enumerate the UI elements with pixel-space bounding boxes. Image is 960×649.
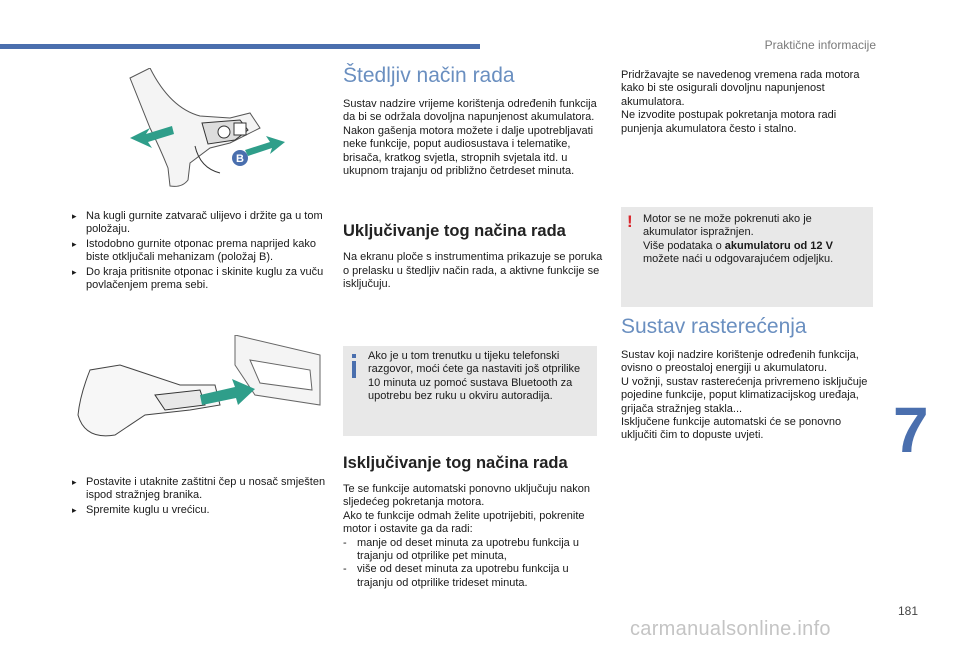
deactivation-text: Te se funkcije automatski ponovno uključuju nakon sljedećeg pokretanja motora. Ako te funkcije odmah želite upotrijebiti, pokrenite motor i ostavite ga da radi: - manje od deset minuta za upotrebu funkcija u trajanju od otprilike pet minuta, - više od deset minuta za upotrebu funkcija u trajanju od otprilike trideset minuta. [343, 483, 603, 590]
chapter-number: 7 [893, 394, 929, 466]
activation-text: Na ekranu ploče s instrumentima prikazuje se poruka o prelasku u štedljiv način rada, a aktivne funkcije se isključuju. [343, 251, 603, 291]
step-item: ▸ Istodobno gurnite otponac prema naprijed kako biste otključali mehanizam (položaj B). [72, 237, 316, 264]
left-steps-top [72, 210, 334, 293]
bullet-icon: ▸ [72, 266, 77, 277]
step-item: ▸ Spremite kuglu u vrećicu. [72, 503, 210, 516]
section-header: Praktične informacije [764, 38, 876, 52]
protective-plug-illustration [70, 335, 325, 445]
position-b-label: B [236, 153, 244, 165]
middle-column [343, 64, 603, 292]
load-shedding-title: Sustav rasterećenja [621, 315, 807, 338]
page-number: 181 [898, 604, 919, 618]
header-accent-bar [0, 44, 480, 49]
load-shedding-text: Sustav koji nadzire korištenje određenih funkcija, ovisno o preostaloj energiji u akumulatoru. U vožnji, sustav rasterećenja privremeno isključuje pojedine funkcije, poput klimatizacijskog uređaja, grijača stražnjeg stakla... Isključene funkcije automatski će se ponovno uključiti čim to dopuste uvjeti. [621, 349, 868, 442]
step-item: ▸ Do kraja pritisnite otponac i skinite kuglu za vuču povlačenjem prema sebi. [72, 265, 324, 292]
bullet-icon: ▸ [72, 211, 77, 221]
deactivation-title: Isključivanje tog načina rada [343, 454, 568, 472]
activation-title: Uključivanje tog načina rada [343, 222, 566, 241]
bullet-icon: ▸ [72, 477, 77, 487]
position-b-badge [232, 150, 248, 166]
warning-icon: ! [627, 212, 633, 231]
economy-mode-intro: Sustav nadzire vrijeme korištenja određenih funkcija da bi se održala dovoljna napunjenost akumulatora. Nakon gašenja motora možete i dalje upotrebljavati neke funkcije, poput audiosustava i telematike, brisača, kratkog svjetla, stropnih svjetala itd. u ukupnom trajanju od približno četrdeset minuta. [343, 98, 597, 178]
bullet-icon: ▸ [72, 504, 77, 515]
warning-box: ! Motor se ne može pokrenuti ako je akumulator ispražnjen. Više podataka o akumulatoru od 12 V možete naći u odgovarajućem odjeljku. [621, 207, 873, 307]
economy-mode-title: Štedljiv način rada [343, 64, 515, 87]
info-box: Ako je u tom trenutku u tijeku telefonski razgovor, moći ćete ga nastaviti još otprilike 10 minuta uz pomoć sustava Bluetooth za upotrebu bez ruku u okviru autoradija. [343, 346, 597, 436]
info-icon [349, 354, 359, 378]
list-item: - manje od deset minuta za upotrebu funkcija u trajanju od otprilike pet minuta, [343, 536, 579, 563]
step-item: ▸ Na kugli gurnite zatvarač ulijevo i držite ga u tom položaju. [72, 210, 323, 236]
right-column-lower [621, 315, 871, 443]
right-column-top: Pridržavajte se navedenog vremena rada motora kako bi ste osigurali dovoljnu napunjenost akumulatora. Ne izvodite postupak pokretanja motora radi punjenja akumulatora često i stalno. [621, 69, 860, 135]
bullet-icon: ▸ [72, 238, 77, 249]
arrow-right-icon [245, 136, 285, 156]
step-item: ▸ Postavite i utaknite zaštitni čep u nosač smješten ispod stražnjeg branika. [72, 476, 326, 502]
tow-ball-release-illustration [110, 68, 300, 193]
list-item: - više od deset minuta za upotrebu funkcija u trajanju od otprilike trideset minuta. [343, 563, 569, 589]
middle-column-lower [343, 453, 603, 590]
watermark: carmanualsonline.info [630, 618, 831, 640]
left-steps-bottom [72, 476, 334, 518]
